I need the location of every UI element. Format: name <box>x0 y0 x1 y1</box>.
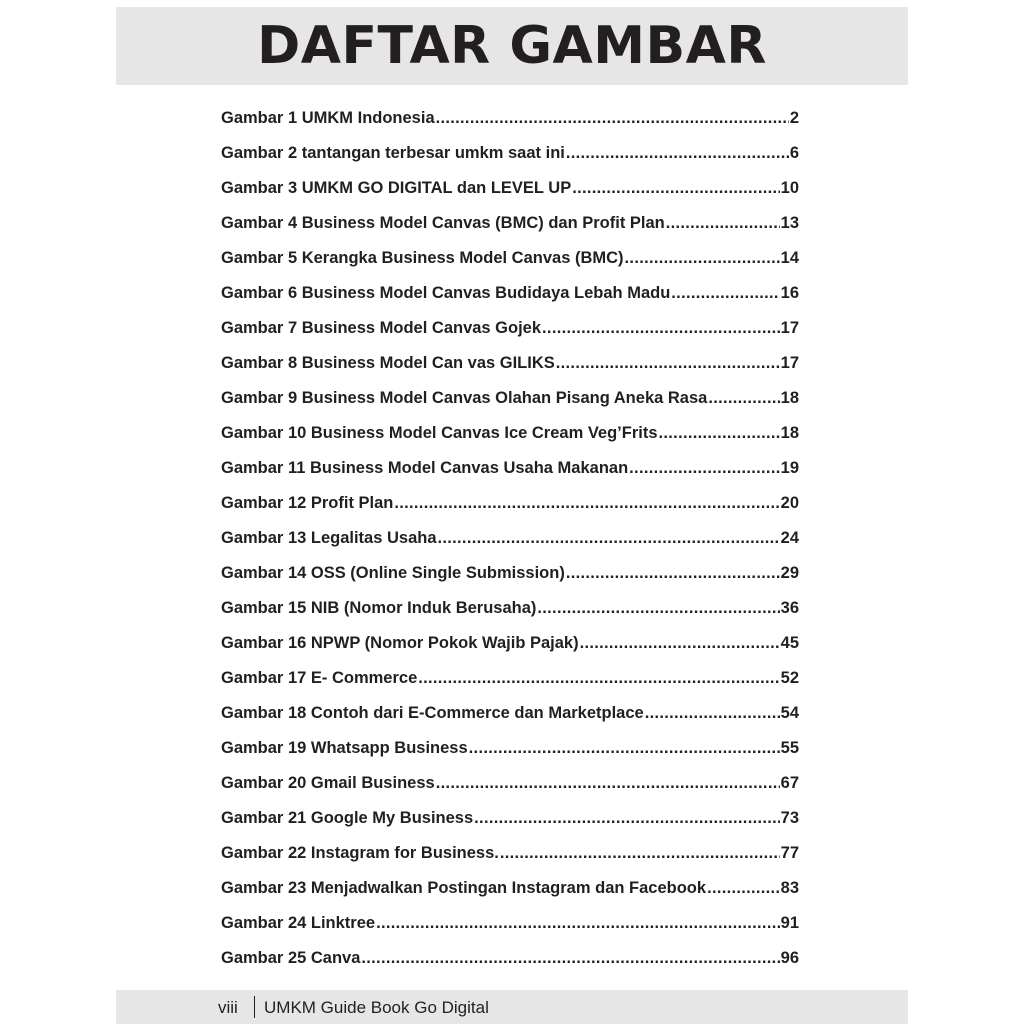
toc-entry-label: Gambar 14 OSS (Online Single Submission) <box>221 564 565 582</box>
toc-entry[interactable] <box>221 136 799 171</box>
toc-entry-page: 16 <box>780 284 799 302</box>
toc-leader-dots <box>572 171 779 206</box>
toc-entry-page: 45 <box>780 634 799 652</box>
toc-entry[interactable] <box>221 206 799 241</box>
toc-leader-dots <box>436 101 789 136</box>
toc-entry-page: 19 <box>780 459 799 477</box>
toc-entry-page: 17 <box>780 354 799 372</box>
toc-entry-label: Gambar 1 UMKM Indonesia <box>221 109 435 127</box>
toc-entry[interactable] <box>221 591 799 626</box>
toc-entry-page: 2 <box>789 109 799 127</box>
toc-entry-label: Gambar 8 Business Model Can vas GILIKS <box>221 354 555 372</box>
toc-entry-page: 91 <box>780 914 799 932</box>
toc-leader-dots <box>566 136 789 171</box>
toc-leader-dots <box>537 591 779 626</box>
toc-entry[interactable] <box>221 801 799 836</box>
toc-entry-page: 24 <box>780 529 799 547</box>
toc-entry-page: 17 <box>780 319 799 337</box>
toc-entry[interactable] <box>221 696 799 731</box>
toc-entry[interactable] <box>221 871 799 906</box>
toc-entry-label: Gambar 16 NPWP (Nomor Pokok Wajib Pajak) <box>221 634 579 652</box>
toc-entry[interactable] <box>221 556 799 591</box>
toc-entry-page: 77 <box>780 844 799 862</box>
toc-entry[interactable] <box>221 171 799 206</box>
toc-leader-dots <box>418 661 779 696</box>
toc-entry[interactable] <box>221 486 799 521</box>
toc-entry-label: Gambar 15 NIB (Nomor Induk Berusaha) <box>221 599 537 617</box>
footer-book-title: UMKM Guide Book Go Digital <box>264 998 489 1017</box>
toc-leader-dots <box>474 801 779 836</box>
toc-entry[interactable] <box>221 101 799 136</box>
toc-entry-page: 14 <box>780 249 799 267</box>
toc-entry[interactable] <box>221 241 799 276</box>
toc-entry-label: Gambar 21 Google My Business <box>221 809 474 827</box>
toc-entry[interactable] <box>221 521 799 556</box>
toc-entry-label: Gambar 19 Whatsapp Business <box>221 739 468 757</box>
toc-entry-label: Gambar 24 Linktree <box>221 914 376 932</box>
toc-entry[interactable] <box>221 451 799 486</box>
toc-leader-dots <box>500 836 780 871</box>
toc-entry[interactable] <box>221 836 799 871</box>
page-title: DAFTAR GAMBAR <box>257 16 767 76</box>
toc-entry[interactable] <box>221 416 799 451</box>
toc-entry[interactable] <box>221 381 799 416</box>
toc-leader-dots <box>361 941 779 976</box>
toc-leader-dots <box>708 381 779 416</box>
toc-entry[interactable] <box>221 941 799 976</box>
toc-entry-page: 54 <box>780 704 799 722</box>
toc-entry-label: Gambar 12 Profit Plan <box>221 494 394 512</box>
toc-leader-dots <box>436 766 780 801</box>
toc-entry-label: Gambar 22 Instagram for Business. <box>221 844 499 862</box>
toc-leader-dots <box>659 416 780 451</box>
toc-entry[interactable] <box>221 906 799 941</box>
toc-leader-dots <box>580 626 780 661</box>
toc-entry[interactable] <box>221 311 799 346</box>
toc-entry-label: Gambar 23 Menjadwalkan Postingan Instagram dan Facebook <box>221 879 707 897</box>
footer-page-number: viii <box>218 998 238 1017</box>
toc-entry-page: 73 <box>780 809 799 827</box>
toc-entry[interactable] <box>221 626 799 661</box>
toc-entry-label: Gambar 17 E- Commerce <box>221 669 418 687</box>
toc-entry[interactable] <box>221 276 799 311</box>
toc-entry-page: 13 <box>780 214 799 232</box>
toc-leader-dots <box>645 696 780 731</box>
toc-entry-page: 18 <box>780 389 799 407</box>
toc-entry-page: 29 <box>780 564 799 582</box>
toc-entry-page: 20 <box>780 494 799 512</box>
toc-leader-dots <box>707 871 780 906</box>
toc-entry-label: Gambar 13 Legalitas Usaha <box>221 529 437 547</box>
toc-entry-label: Gambar 3 UMKM GO DIGITAL dan LEVEL UP <box>221 179 572 197</box>
toc-leader-dots <box>666 206 780 241</box>
toc-entry-label: Gambar 2 tantangan terbesar umkm saat ini <box>221 144 565 162</box>
toc-entry-label: Gambar 9 Business Model Canvas Olahan Pisang Aneka Rasa <box>221 389 708 407</box>
toc-leader-dots <box>438 521 780 556</box>
toc-leader-dots <box>629 451 779 486</box>
toc-entry-page: 52 <box>780 669 799 687</box>
toc-entry-label: Gambar 6 Business Model Canvas Budidaya Lebah Madu <box>221 284 671 302</box>
toc-entry-page: 36 <box>780 599 799 617</box>
toc-leader-dots <box>671 276 779 311</box>
toc-entry-label: Gambar 20 Gmail Business <box>221 774 435 792</box>
toc-entry-page: 18 <box>780 424 799 442</box>
toc-leader-dots <box>566 556 780 591</box>
toc-entry-label: Gambar 10 Business Model Canvas Ice Cream Veg’Frits <box>221 424 658 442</box>
toc-entry-page: 10 <box>780 179 799 197</box>
toc-leader-dots <box>556 346 780 381</box>
toc-entry-label: Gambar 4 Business Model Canvas (BMC) dan Profit Plan <box>221 214 665 232</box>
toc-entry[interactable] <box>221 766 799 801</box>
toc-leader-dots <box>376 906 780 941</box>
footer-separator <box>254 996 255 1018</box>
toc-entry-page: 67 <box>780 774 799 792</box>
toc-entry[interactable] <box>221 346 799 381</box>
list-of-figures <box>221 101 799 976</box>
toc-entry-label: Gambar 7 Business Model Canvas Gojek <box>221 319 542 337</box>
toc-leader-dots <box>394 486 779 521</box>
toc-leader-dots <box>469 731 780 766</box>
footer-band <box>116 990 908 1024</box>
toc-entry-label: Gambar 5 Kerangka Business Model Canvas (BMC) <box>221 249 624 267</box>
toc-entry[interactable] <box>221 661 799 696</box>
toc-leader-dots <box>542 311 780 346</box>
toc-entry-label: Gambar 25 Canva <box>221 949 361 967</box>
toc-entry-page: 96 <box>780 949 799 967</box>
toc-entry[interactable] <box>221 731 799 766</box>
toc-entry-label: Gambar 11 Business Model Canvas Usaha Makanan <box>221 459 629 477</box>
toc-leader-dots <box>625 241 780 276</box>
toc-entry-page: 6 <box>789 144 799 162</box>
toc-entry-page: 83 <box>780 879 799 897</box>
toc-entry-page: 55 <box>780 739 799 757</box>
header-band <box>116 7 908 85</box>
toc-entry-label: Gambar 18 Contoh dari E-Commerce dan Marketplace <box>221 704 644 722</box>
